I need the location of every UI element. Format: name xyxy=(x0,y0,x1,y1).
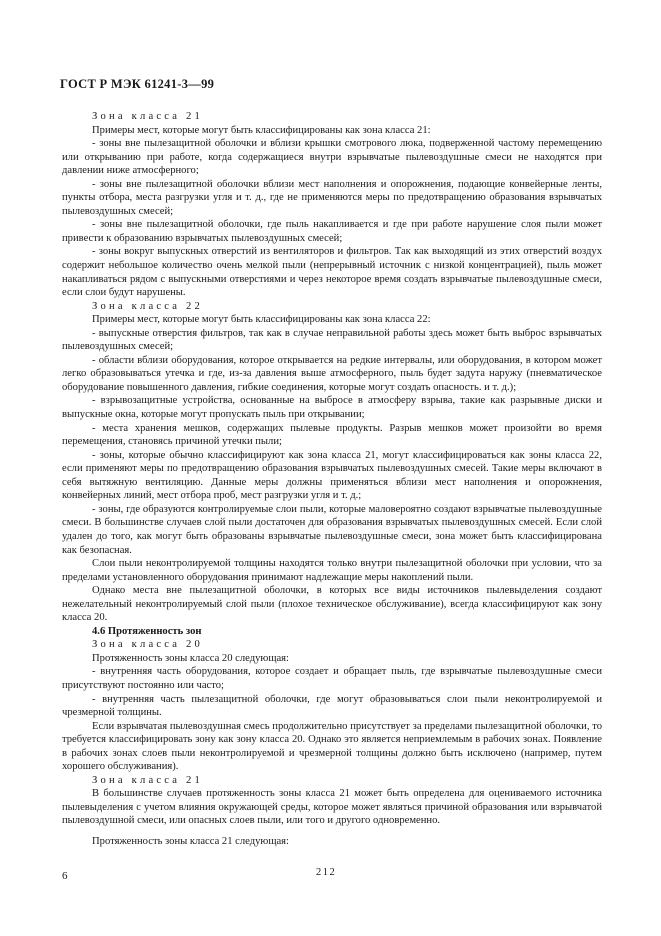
paragraph: Примеры мест, которые могут быть классифицированы как зона класса 21: xyxy=(92,124,431,136)
list-item: - зоны, где образуются контролируемые слои пыли, которые маловероятно создают взрывчатые пылевоздушные смеси. В большинстве случаев слой пыли достаточен для образования взрывчатых пылевоздушных смесей. Если слой удален до того, как могут быть образованы взрывчатые пылевоздушные смеси, зона может быть классифицирована как безопасная. xyxy=(62,503,602,556)
paragraph: Слои пыли неконтролируемой толщины находятся только внутри пылезащитной оболочки при условии, что за пределами установленного оборудования принимают надлежащие меры накоплений пыли. xyxy=(62,558,602,583)
paragraph: Протяженность зоны класса 21 следующая: xyxy=(92,835,290,847)
list-item: - области вблизи оборудования, которое открывается на редкие интервалы, или оборудования, в котором может легко образовываться утечка и где, из-за давления выше атмосферного, пыль будет задута наружу (пневматическое оборудование повышенного давления, гибкие соединения, которые могут создать опасность. и т. д.); xyxy=(62,354,602,393)
list-item: - зоны вне пылезащитной оболочки и вблизи крышки смотрового люка, подверженной частому перемещению или открыванию при работе, когда содержащиеся внутри взрывчатые пылевоздушные смеси не находятся при давлении ниже атмосферного; xyxy=(62,138,602,177)
document-header: ГОСТ Р МЭК 61241-3—99 xyxy=(60,77,215,91)
page-number: 6 xyxy=(62,870,68,882)
zone-20-heading: Зона класса 20 xyxy=(92,639,204,651)
zone-21-extent-heading: Зона класса 21 xyxy=(92,774,204,786)
list-item: - внутренняя часть оборудования, которое создает и обращает пыль, где взрывчатые пылевоздушные смеси присутствуют постоянно или часто; xyxy=(62,666,602,691)
zone-22-heading: Зона класса 22 xyxy=(92,300,204,312)
zone-21-heading: Зона класса 21 xyxy=(92,111,204,122)
paragraph: Примеры мест, которые могут быть классифицированы как зона класса 22: xyxy=(92,314,431,326)
section-heading: 4.6 Протяженность зон xyxy=(92,625,202,637)
list-item: - выпускные отверстия фильтров, так как в случае неправильной работы здесь может быть выброс взрывчатых пылевоздушных смесей; xyxy=(62,327,602,353)
paragraph: В большинстве случаев протяженность зоны класса 21 может быть определена для оцениваемого источника пылевыделения с учетом влияния окружающей среды, которое может являться причиной образования или взрывчатой пылевоздушной смеси, или опасных слоев пыли, или того и другого одновременно. xyxy=(62,788,602,827)
list-item: - зоны вне пылезащитной оболочки вблизи мест наполнения и опорожнения, подающие конвейерные ленты, пункты отбора, места разгрузки угля и т. д., где не применяются меры по предотвращению образования взрывчатых пылевоздушных смесей; xyxy=(62,178,602,217)
paragraph: Однако места вне пылезащитной оболочки, в которых все виды источников пылевыделения создают нежелательный неконтролируемый слой пыли (плохое техническое обслуживание), всегда классифицируют как зону класса 20. xyxy=(62,585,602,624)
list-item: - зоны вокруг выпускных отверстий из вентиляторов и фильтров. Так как выходящий из этих отверстий воздух содержит небольшое количество очень мелкой пыли (непрерывный источник с низкой концентрацией), пыль может накапливаться рядом с выпускными отверстиями и через некоторое время создать взрывчатые пылевоздушные смеси, если слои будут нарушены. xyxy=(62,246,602,299)
list-item: - зоны, которые обычно классифицируют как зона класса 21, могут классифицироваться как зоны класса 22, если применяют меры по предотвращению образования взрывчатых пылевоздушных смесей. Такие меры включают в себя вытяжную вентиляцию. Данные меры должны применяться вблизи мест наполнения и опорожнения, конвейерных линий, мест отбора проб, мест разгрузки угля и т. д.; xyxy=(62,449,602,502)
list-item: - места хранения мешков, содержащих пылевые продукты. Разрыв мешков может произойти во время перемещения, становясь причиной утечки пыли; xyxy=(62,422,602,448)
paragraph: Протяженность зоны класса 20 следующая: xyxy=(92,652,290,664)
list-item: - внутренняя часть пылезащитной оболочки, где могут образовываться слои пыли неконтролируемой и чрезмерной толщины. xyxy=(62,693,602,719)
document-body xyxy=(62,110,602,849)
paragraph: Если взрывчатая пылевоздушная смесь продолжительно присутствует за пределами пылезащитной оболочки, то требуется классифицировать зону как зону класса 20. Однако это является неприемлемым в рабочих зонах. Появление в рабочих зонах слоев пыли неконтролируемой и чрезмерной толщины должно быть исключено (например, путем хорошего обслуживания). xyxy=(62,720,602,773)
list-item: - зоны вне пылезащитной оболочки, где пыль накапливается и где при работе нарушение слоя пыли может привести к образованию взрывчатых пылевоздушных смесей; xyxy=(62,219,602,244)
list-item: - взрывозащитные устройства, основанные на выбросе в атмосферу взрыва, такие как разрывные диски и выпускные окна, которые могут пропускать пыль при открывании; xyxy=(62,395,602,421)
sheet-number: 212 xyxy=(316,867,337,878)
